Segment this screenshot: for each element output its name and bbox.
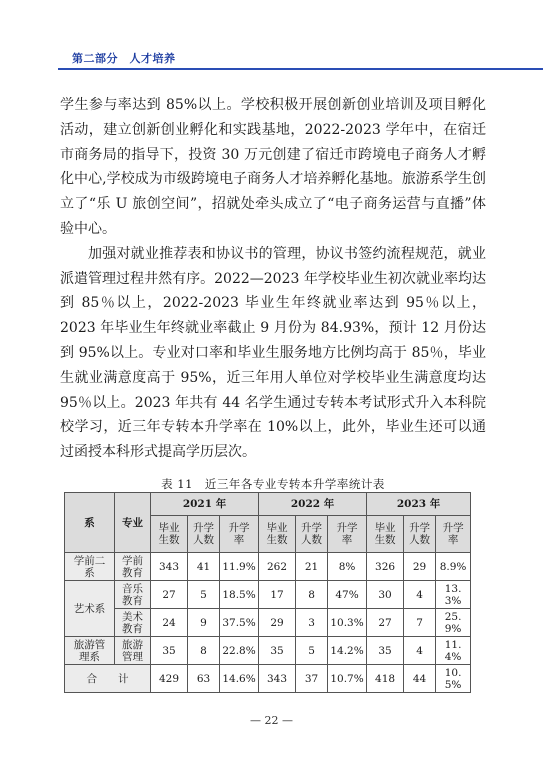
value-cell: 25.9% [436,609,471,637]
value-cell: 8 [188,637,220,665]
major-cell: 旅游管理 [115,637,151,665]
page-header [0,44,543,70]
table-caption: 表 11 近三年各专业专转本升学率统计表 [161,477,385,491]
total-cell: 418 [367,665,404,693]
header-year-2022: 2022 年 [259,493,367,516]
value-cell: 29 [259,609,296,637]
table-row [65,581,471,609]
total-cell: 429 [151,665,188,693]
value-cell: 8.9% [436,553,471,581]
value-cell: 14.2% [328,637,367,665]
header-major: 专业 [115,493,151,553]
body-text [60,93,486,465]
total-cell: 37 [296,665,328,693]
subheader-rate: 升学率 [328,516,367,553]
subheader-admitted: 升学人数 [188,516,220,553]
value-cell: 7 [404,609,436,637]
table-row [65,637,471,665]
value-cell: 3 [296,609,328,637]
subheader-graduates: 毕业生数 [259,516,296,553]
value-cell: 27 [151,581,188,609]
header-year-2021: 2021 年 [151,493,259,516]
value-cell: 5 [188,581,220,609]
value-cell: 21 [296,553,328,581]
value-cell: 35 [367,637,404,665]
subheader-graduates: 毕业生数 [367,516,404,553]
value-cell: 41 [188,553,220,581]
table-total-row [65,665,471,693]
value-cell: 11.4% [436,637,471,665]
total-cell: 10.7% [328,665,367,693]
value-cell: 326 [367,553,404,581]
value-cell: 24 [151,609,188,637]
value-cell: 10.3% [328,609,367,637]
subheader-admitted: 升学人数 [296,516,328,553]
value-cell: 27 [367,609,404,637]
value-cell: 11.9% [220,553,259,581]
value-cell: 35 [259,637,296,665]
value-cell: 9 [188,609,220,637]
value-cell: 35 [151,637,188,665]
major-cell: 学前教育 [115,553,151,581]
table-row [65,609,471,637]
dept-cell: 艺术系 [65,581,115,637]
total-cell: 63 [188,665,220,693]
value-cell: 4 [404,637,436,665]
value-cell: 13.3% [436,581,471,609]
value-cell: 8 [296,581,328,609]
value-cell: 4 [404,581,436,609]
table-row [65,553,471,581]
paragraph-2: 加强对就业推荐表和协议书的管理，协议书签约流程规范，就业派遣管理过程井然有序。2022—2023 年学校毕业生初次就业率均达到 85％以上，2022-2023 毕业生年终就业率达到 95％以上，2023 年毕业生年终就业率截止 9 月份为 84.93%，预计 12 月份达到 95%以上。专业对口率和毕业生服务地方比例均高于 85％，毕业生就业满意度高于 95%，近三年用人单位对学校毕业生满意度均达 95％以上。2023 年共有 44 名学生通过专转本考试形式升入本科院校学习，近三年专转本升学率在 10%以上，此外，毕业生还可以通过函授本科形式提高学历层次。 [60,245,486,461]
section-title: 第二部分 人才培养 [72,52,176,65]
value-cell: 22.8% [220,637,259,665]
header-rule [58,68,543,70]
total-cell: 10.5% [436,665,471,693]
subheader-graduates: 毕业生数 [151,516,188,553]
table-header-row [65,493,471,516]
value-cell: 37.5% [220,609,259,637]
paragraph-1: 学生参与率达到 85%以上。学校积极开展创新创业培训及项目孵化活动，建立创新创业孵化和实践基地，2022-2023 学年中，在宿迁市商务局的指导下，投资 30 万元创建了宿迁市跨境电子商务人才孵化中心,学校成为市级跨境电子商务人才培养孵化基地。旅游系学生创立了“乐 U 旅创空间”，招就处牵头成立了“电子商务运营与直播”体验中心。 [60,97,486,237]
page-number: — 22 — [250,714,293,727]
value-cell: 18.5% [220,581,259,609]
subheader-admitted: 升学人数 [404,516,436,553]
dept-cell: 学前二系 [65,553,115,581]
value-cell: 8% [328,553,367,581]
major-cell: 美术教育 [115,609,151,637]
header-dept: 系 [65,493,115,553]
value-cell: 30 [367,581,404,609]
total-cell: 343 [259,665,296,693]
total-cell: 44 [404,665,436,693]
subheader-rate: 升学率 [436,516,471,553]
total-cell: 14.6% [220,665,259,693]
value-cell: 5 [296,637,328,665]
value-cell: 343 [151,553,188,581]
transfer-rate-table [64,492,471,693]
value-cell: 47% [328,581,367,609]
total-label: 合 计 [65,665,151,693]
subheader-rate: 升学率 [220,516,259,553]
value-cell: 262 [259,553,296,581]
value-cell: 29 [404,553,436,581]
value-cell: 17 [259,581,296,609]
dept-cell: 旅游管理系 [65,637,115,665]
header-year-2023: 2023 年 [367,493,471,516]
major-cell: 音乐教育 [115,581,151,609]
